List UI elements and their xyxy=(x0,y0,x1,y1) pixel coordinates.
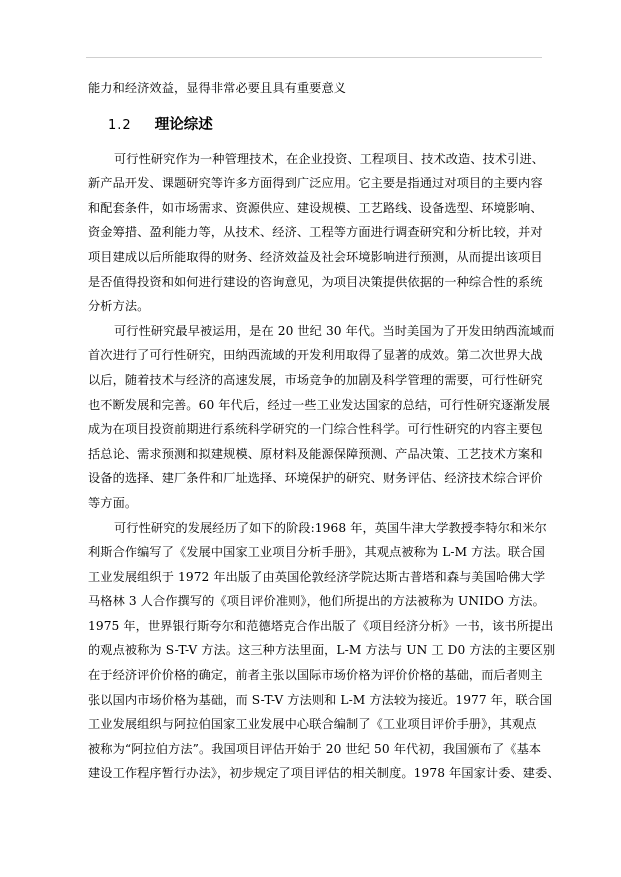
document-body xyxy=(88,76,558,786)
paragraph-line: 新产品开发、课题研究等许多方面得到广泛应用。它主要是指通过对项目的主要内容 xyxy=(88,176,543,191)
section-number: 1.2 xyxy=(108,117,132,133)
paragraph-line: 和配套条件，如市场需求、资源供应、建设规模、工艺路线、设备选型、环境影响、 xyxy=(88,200,543,215)
paragraph-line: 在于经济评价价格的确定，前者主张以国际市场价格为评价价格的基础，而后者则主 xyxy=(88,668,543,683)
paragraph-line: 可行性研究作为一种管理技术，在企业投资、工程项目、技术改造、技术引进、 xyxy=(114,151,545,166)
paragraph-line: 分析方法。 xyxy=(88,299,150,314)
paragraph-line: 等方面。 xyxy=(88,495,138,510)
paragraph-line: 首次进行了可行性研究，田纳西流域的开发利用取得了显著的成效。第二次世界大战 xyxy=(88,348,543,363)
paragraph-line: 是否值得投资和如何进行建设的咨询意见，为项目决策提供依据的一种综合性的系统 xyxy=(88,274,543,289)
paragraph-line: 以后，随着技术与经济的高速发展，市场竞争的加剧及科学管理的需要，可行性研究 xyxy=(88,372,543,387)
paragraph-line: 被称为“阿拉伯方法”。我国项目评估开始于 20 世纪 50 年代初，我国颁布了《基本 xyxy=(88,741,542,756)
paragraph-line: 工业发展组织与阿拉伯国家工业发展中心联合编制了《工业项目评价手册》，其观点 xyxy=(88,717,537,732)
paragraph-line: 资金筹措、盈利能力等，从技术、经济、工程等方面进行调查研究和分析比较，并对 xyxy=(88,225,543,240)
paragraph-line: 可行性研究最早被运用，是在 20 世纪 30 年代。当时美国为了开发田纳西流域而 xyxy=(114,323,555,338)
paragraph-line: 建设工作程序暂行办法》，初步规定了项目评估的相关制度。1978 年国家计委、建委、 xyxy=(88,766,560,781)
paragraph-line: 也不断发展和完善。60 年代后，经过一些工业发达国家的总结，可行性研究逐渐发展 xyxy=(88,397,551,412)
paragraph-2 xyxy=(88,319,558,516)
paragraph-line: 成为在项目投资前期进行系统科学研究的一门综合性科学。可行性研究的内容主要包 xyxy=(88,422,543,437)
section-heading xyxy=(88,105,558,143)
paragraph-3 xyxy=(88,516,558,787)
paragraph-line: 项目建成以后所能取得的财务、经济效益及社会环境影响进行预测，从而提出该项目 xyxy=(88,249,543,264)
paragraph-1 xyxy=(88,147,558,319)
header-rule xyxy=(86,57,542,58)
paragraph-line: 马格林 3 人合作撰写的《项目评价准则》，他们所提出的方法被称为 UNIDO 方法。 xyxy=(88,594,545,609)
paragraph-line: 工业发展组织于 1972 年出版了由英国伦敦经济学院达斯古普塔和森与美国哈佛大学 xyxy=(88,569,546,584)
opening-line: 能力和经济效益，显得非常必要且具有重要意义 xyxy=(88,81,347,95)
paragraph-line: 括总论、需求预测和拟建规模、原材料及能源保障预测、产品决策、工艺技术方案和 xyxy=(88,446,543,461)
paragraph-line: 利斯合作编写了《发展中国家工业项目分析手册》，其观点被称为 L-M 方法。联合国 xyxy=(88,545,545,560)
paragraph-line: 的观点被称为 S-T-V 方法。这三种方法里面，L-M 方法与 UN 工 D0 方法的主要区别 xyxy=(88,643,556,658)
paragraph-line: 1975 年，世界银行斯夸尔和范德塔克合作出版了《项目经济分析》一书，该书所提出 xyxy=(88,618,554,633)
section-title: 理论综述 xyxy=(154,116,213,133)
paragraph-line: 张以国内市场价格为基础，而 S-T-V 方法则和 L-M 方法较为接近。1977 年，联合国 xyxy=(88,692,553,707)
paragraph-line: 设备的选择、建厂条件和厂址选择、环境保护的研究、财务评估、经济技术综合评价 xyxy=(88,471,543,486)
paragraph-line: 可行性研究的发展经历了如下的阶段:1968 年，英国牛津大学教授李特尔和米尔 xyxy=(114,520,547,535)
